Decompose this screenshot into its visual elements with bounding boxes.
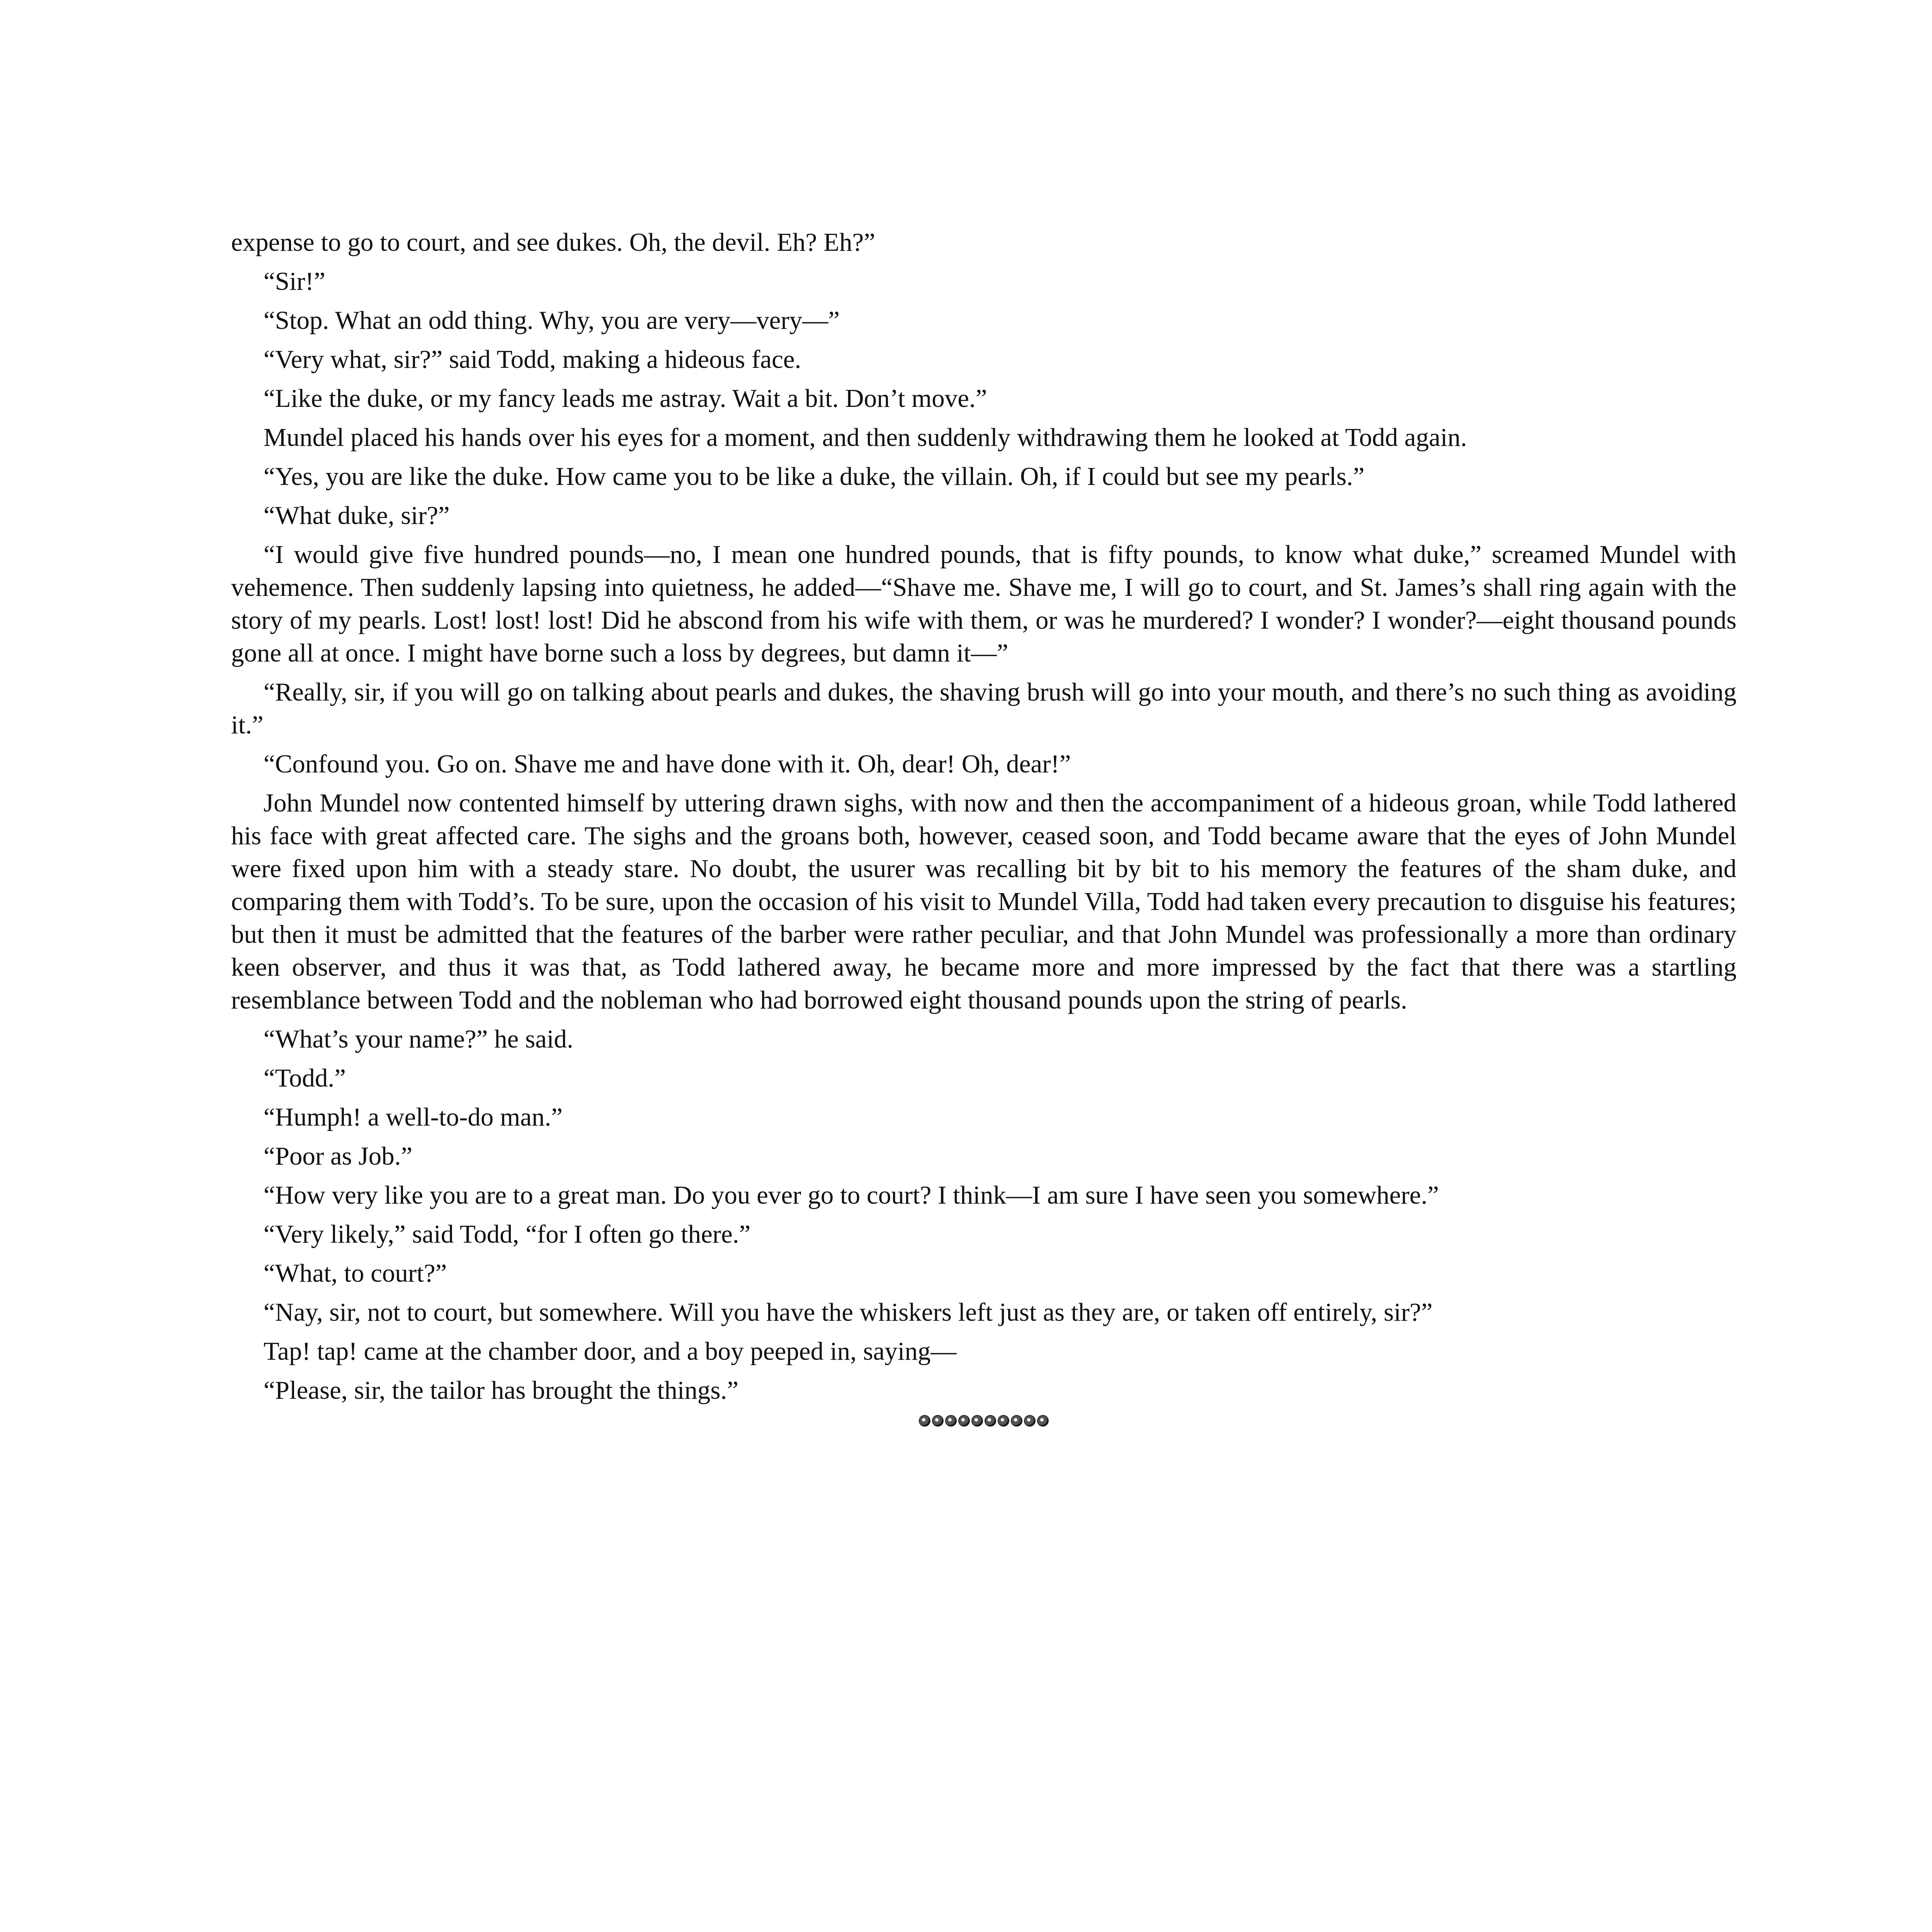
ornament-dot-icon <box>971 1415 983 1427</box>
paragraph: “What’s your name?” he said. <box>264 1025 573 1053</box>
paragraph: Tap! tap! came at the chamber door, and a boy peeped in, saying— <box>264 1337 957 1366</box>
ornament-dot-icon <box>945 1415 957 1427</box>
paragraph: “Humph! a well-to-do man.” <box>264 1103 563 1131</box>
paragraph: “Poor as Job.” <box>264 1142 413 1170</box>
ornament-dot-icon <box>932 1415 944 1427</box>
ornament-dot-icon <box>1011 1415 1022 1427</box>
ornament-dot-icon <box>998 1415 1009 1427</box>
ornament-dot-icon <box>919 1415 930 1427</box>
ornament-dot-icon <box>1037 1415 1049 1427</box>
paragraph: “Very what, sir?” said Todd, making a hideous face. <box>264 345 801 374</box>
paragraph: “Like the duke, or my fancy leads me astray. Wait a bit. Don’t move.” <box>264 384 987 413</box>
paragraph: “I would give five hundred pounds—no, I mean one hundred pounds, that is fifty pounds, to know what duke,” screamed Mundel with vehemence. Then suddenly lapsing into quietness, he added—“Shave me. Shave me, I will go to court, and St. James’s shall ring again with the story of my pearls. Lost! lost! lost! Did he abscond from his wife with them, or was he murdered? I wonder? I wonder?—eight thousand pounds gone all at once. I might have borne such a loss by degrees, but damn it—” <box>231 540 1736 667</box>
paragraph: “Stop. What an odd thing. Why, you are very—very—” <box>264 306 840 335</box>
paragraph: “Really, sir, if you will go on talking about pearls and dukes, the shaving brush will go into your mouth, and there’s no such thing as avoiding it.” <box>231 678 1736 739</box>
paragraph: John Mundel now contented himself by uttering drawn sighs, with now and then the accompaniment of a hideous groan, while Todd lathered his face with great affected care. The sighs and the groans both, however, ceased soon, and Todd became aware that the eyes of John Mundel were fixed upon him with a steady stare. No doubt, the usurer was recalling bit by bit to his memory the features of the sham duke, and comparing them with Todd’s. To be sure, upon the occasion of his visit to Mundel Villa, Todd had taken every precaution to disguise his features; but then it must be admitted that the features of the barber were rather peculiar, and that John Mundel was professionally a more than ordinary keen observer, and thus it was that, as Todd lathered away, he became more and more impressed by the fact that there was a startling resemblance between Todd and the nobleman who had borrowed eight thousand pounds upon the string of pearls. <box>231 789 1736 1014</box>
paragraph: “What duke, sir?” <box>264 501 450 530</box>
paragraph: “Todd.” <box>264 1064 346 1092</box>
ornament-dot-icon <box>958 1415 970 1427</box>
ornament-dot-icon <box>1024 1415 1036 1427</box>
paragraph: “Sir!” <box>264 267 325 296</box>
paragraph: “What, to court?” <box>264 1259 447 1287</box>
paragraph: Mundel placed his hands over his eyes for a moment, and then suddenly withdrawing them he looked at Todd again. <box>264 423 1467 452</box>
paragraph: “Confound you. Go on. Shave me and have done with it. Oh, dear! Oh, dear!” <box>264 750 1071 778</box>
paragraph: “How very like you are to a great man. Do you ever go to court? I think—I am sure I have seen you somewhere.” <box>264 1181 1439 1209</box>
paragraph: “Nay, sir, not to court, but somewhere. Will you have the whiskers left just as they are, or taken off entirely, sir?” <box>264 1298 1433 1327</box>
paragraph: “Very likely,” said Todd, “for I often go there.” <box>264 1220 751 1248</box>
section-ornament <box>231 1413 1736 1429</box>
body-text <box>231 226 1736 1429</box>
ornament-dot-icon <box>985 1415 996 1427</box>
paragraph: “Please, sir, the tailor has brought the things.” <box>264 1376 739 1405</box>
paragraph: expense to go to court, and see dukes. Oh, the devil. Eh? Eh?” <box>231 228 876 257</box>
paragraph: “Yes, you are like the duke. How came you to be like a duke, the villain. Oh, if I could but see my pearls.” <box>264 462 1365 491</box>
